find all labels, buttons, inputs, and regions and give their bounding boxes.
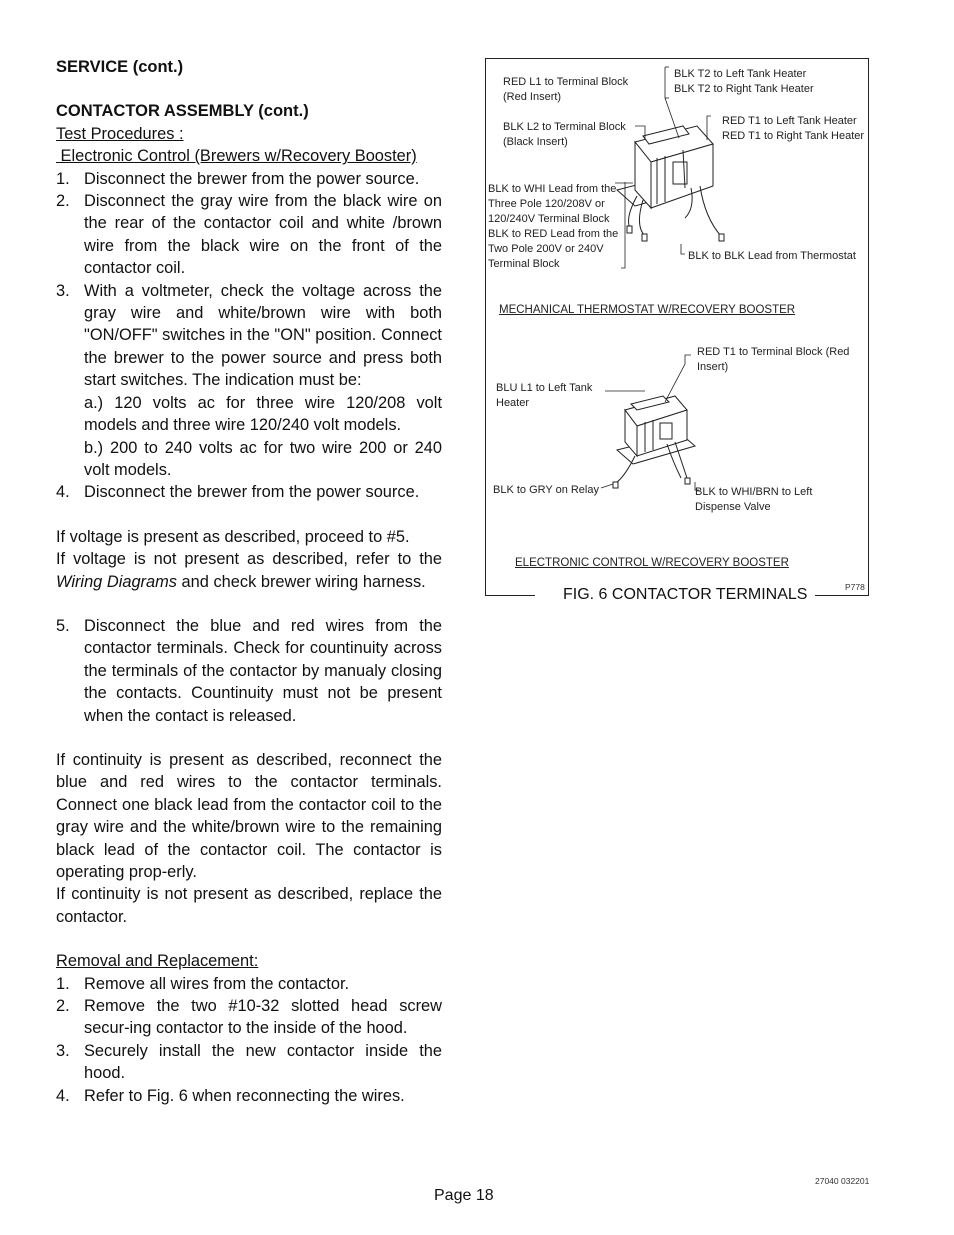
- page-number: Page 18: [434, 1187, 494, 1204]
- label-blk-t2-tank-heater: BLK T2 to Left Tank Heater BLK T2 to Right Tank Heater: [674, 68, 814, 95]
- removal-heading: Removal and Replacement:: [56, 952, 259, 971]
- figure-code: P778: [845, 582, 865, 592]
- electronic-control-heading: Electronic Control (Brewers w/Recovery Booster): [56, 147, 417, 166]
- label-blk-blk-thermostat: BLK to BLK Lead from Thermostat: [688, 250, 856, 262]
- sub-item-b: b.) 200 to 240 volts ac for two wire 200 or 240 volt models.: [84, 438, 442, 479]
- list-item: 5. Disconnect the blue and red wires from the contactor terminals. Check for countinuity across the terminals of the contactor by manualy closing the contacts. Countinuity must not be present when the contact is released.: [56, 616, 442, 725]
- continuity-present-text: If continuity is present as described, reconnect the blue and red wires to the contactor terminals. Connect one black lead from the contactor coil to the gray wire and the white/brown wire to the remaining black lead of the contactor coil. The contactor is operating prop-erly.: [56, 750, 442, 881]
- label-blu-l1-tank-heater: BLU L1 to Left Tank Heater: [496, 382, 593, 409]
- label-blk-l2-terminal-block: BLK L2 to Terminal Block (Black Insert): [503, 121, 626, 148]
- list-item: 3. With a voltmeter, check the voltage across the gray wire and white/brown wire with both "ON/OFF" switches in the "ON" position. Connect the brewer to the power source and press both start switches. The indication must be:: [56, 281, 442, 390]
- label-blk-whi-brn-dispense-valve: BLK to WHI/BRN to Left Dispense Valve: [695, 486, 813, 513]
- contactor-illustration-top: [617, 126, 724, 241]
- continuity-not-present-text: If continuity is not present as described, replace the contactor.: [56, 885, 442, 926]
- list-item: 3. Securely install the new contactor inside the hood.: [56, 1041, 442, 1083]
- list-item: 4. Disconnect the brewer from the power source.: [56, 483, 420, 502]
- voltage-present-text: If voltage is present as described, proceed to #5.: [56, 527, 410, 546]
- list-item: 2. Disconnect the gray wire from the black wire on the rear of the contactor coil and white /brown wire from the black wire on the front of the contactor coil.: [56, 192, 442, 278]
- label-red-l1-terminal-block: RED L1 to Terminal Block (Red Insert): [503, 76, 629, 103]
- test-procedures-heading: Test Procedures :: [56, 124, 184, 143]
- list-item: 4. Refer to Fig. 6 when reconnecting the wires.: [56, 1086, 405, 1105]
- list-item: 1. Remove all wires from the contactor.: [56, 974, 350, 993]
- label-blk-gry-relay: BLK to GRY on Relay: [493, 484, 599, 496]
- caption-mechanical-thermostat: MECHANICAL THERMOSTAT W/RECOVERY BOOSTER: [499, 304, 796, 316]
- figure-caption: FIG. 6 CONTACTOR TERMINALS: [557, 586, 813, 604]
- contactor-illustration-bottom: [613, 396, 695, 488]
- label-red-t1-terminal-block: RED T1 to Terminal Block (Red Insert): [697, 346, 850, 373]
- heading-contactor-assembly: CONTACTOR ASSEMBLY (cont.): [56, 102, 309, 121]
- left-column: [56, 56, 442, 1107]
- list-item: 2. Remove the two #10-32 slotted head screw secur-ing contactor to the inside of the hood.: [56, 997, 442, 1038]
- voltage-not-present-text: If voltage is not present as described, refer to the Wiring Diagrams and check brewer wiring harness.: [56, 550, 442, 591]
- sub-item-a: a.) 120 volts ac for three wire 120/208 volt models and three wire 120/240 volt models.: [84, 393, 442, 435]
- figure-contactor-terminals: [485, 58, 869, 603]
- label-red-t1-tank-heater: RED T1 to Left Tank Heater RED T1 to Right Tank Heater: [722, 115, 865, 142]
- heading-service: SERVICE (cont.): [56, 58, 184, 76]
- list-item: 1. Disconnect the brewer from the power source.: [56, 169, 420, 188]
- label-blk-whi-lead: BLK to WHI Lead from the Three Pole 120/208V or 120/240V Terminal Block BLK to RED Lead from the Two Pole 200V or 240V Terminal Block: [488, 183, 619, 270]
- document-code: 27040 032201: [815, 1176, 870, 1186]
- caption-electronic-control: ELECTRONIC CONTROL W/RECOVERY BOOSTER: [515, 557, 789, 569]
